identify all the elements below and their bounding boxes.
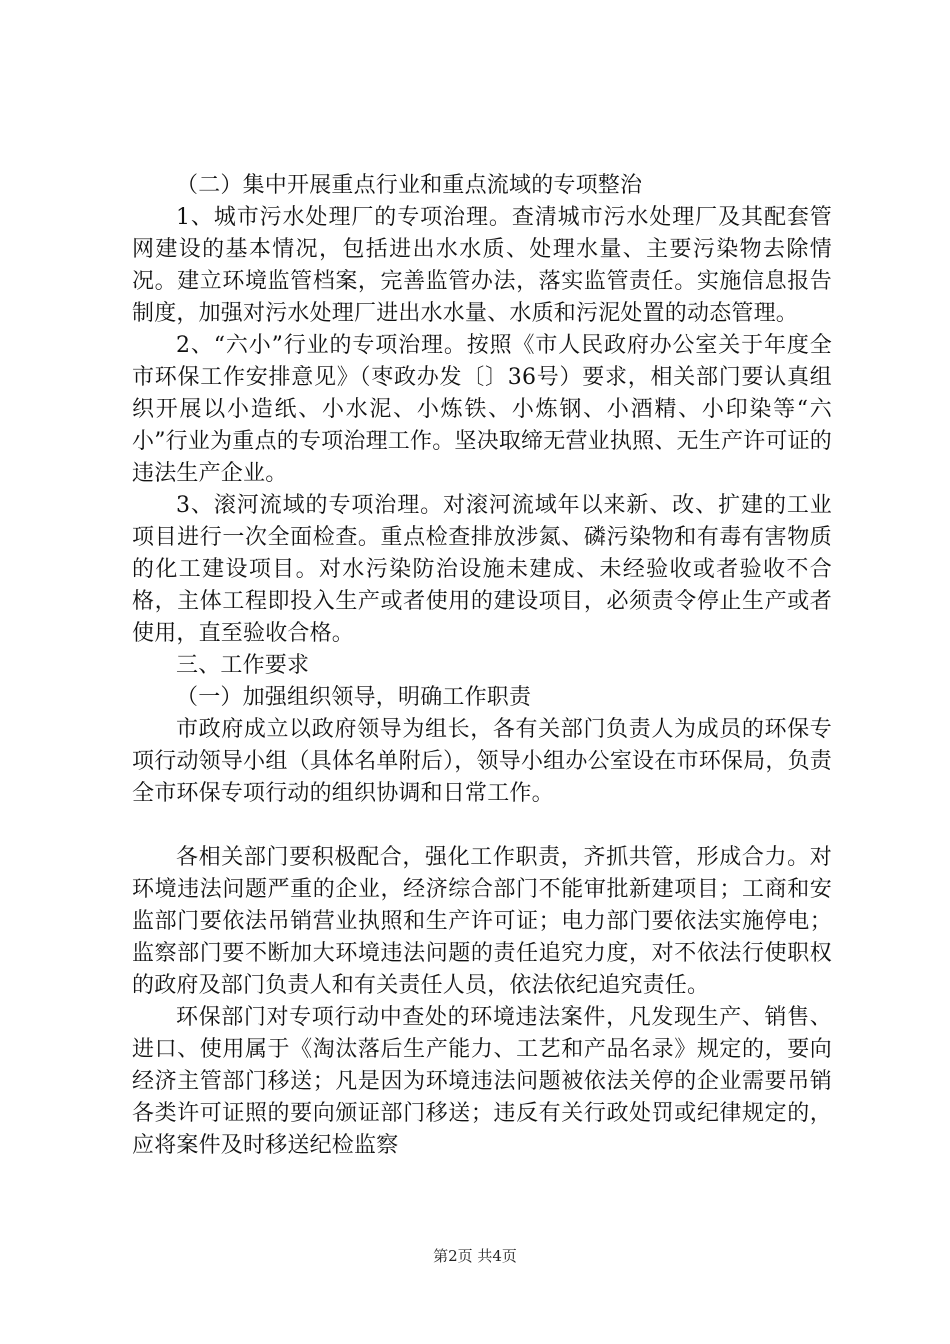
paragraph-case-transfer: 环保部门对专项行动中查处的环境违法案件，凡发现生产、销售、进口、使用属于《淘汰落后生产能力、工艺和产品名录》规定的，要向经济主管部门移送；凡是因为环境违法问题被依法关停的企业需要吊销各类许可证照的要向颁证部门移送；违反有关行政处罚或纪律规定的，应将案件及时移送纪检监察: [132, 1005, 832, 1158]
section-heading-special-rectification: （二）集中开展重点行业和重点流域的专项整治: [176, 173, 643, 198]
paragraph-six-small-industries: 2、“六小”行业的专项治理。按照《市人民政府办公室关于年度全市环保工作安排意见》（枣政办发〔〕36号）要求，相关部门要认真组织开展以小造纸、小水泥、小炼铁、小炼钢、小酒精、小印染等“六小”行业为重点的专项治理工作。坚决取缔无营业执照、无生产许可证的违法生产企业。: [132, 333, 832, 486]
section-heading-work-requirements: 三、工作要求: [176, 653, 310, 678]
paragraph-sewage-treatment: 1、城市污水处理厂的专项治理。查清城市污水处理厂及其配套管网建设的基本情况，包括进出水水质、处理水量、主要污染物去除情况。建立环境监管档案，完善监管办法，落实监管责任。实施信息报告制度，加强对污水处理厂进出水水量、水质和污泥处置的动态管理。: [132, 205, 832, 326]
paragraph-river-basin: 3、滚河流域的专项治理。对滚河流域年以来新、改、扩建的工业项目进行一次全面检查。重点检查排放涉氮、磷污染物和有毒有害物质的化工建设项目。对水污染防治设施未建成、未经验收或者验收不合格，主体工程即投入生产或者使用的建设项目，必须责令停止生产或者使用，直至验收合格。: [132, 493, 832, 646]
subsection-heading-organization: （一）加强组织领导，明确工作职责: [176, 685, 532, 710]
document-body: [132, 170, 832, 1162]
paragraph-department-cooperation: 各相关部门要积极配合，强化工作职责，齐抓共管，形成合力。对环境违法问题严重的企业，经济综合部门不能审批新建项目；工商和安监部门要依法吊销营业执照和生产许可证；电力部门要依法实施停电；监察部门要不断加大环境违法问题的责任追究力度，对不依法行使职权的政府及部门负责人和有关责任人员，依法依纪追究责任。: [132, 845, 832, 998]
page-number-footer: 第2页 共4页: [433, 1247, 517, 1265]
paragraph-leading-group: 市政府成立以政府领导为组长，各有关部门负责人为成员的环保专项行动领导小组（具体名单附后），领导小组办公室设在市环保局，负责全市环保专项行动的组织协调和日常工作。: [132, 717, 832, 806]
